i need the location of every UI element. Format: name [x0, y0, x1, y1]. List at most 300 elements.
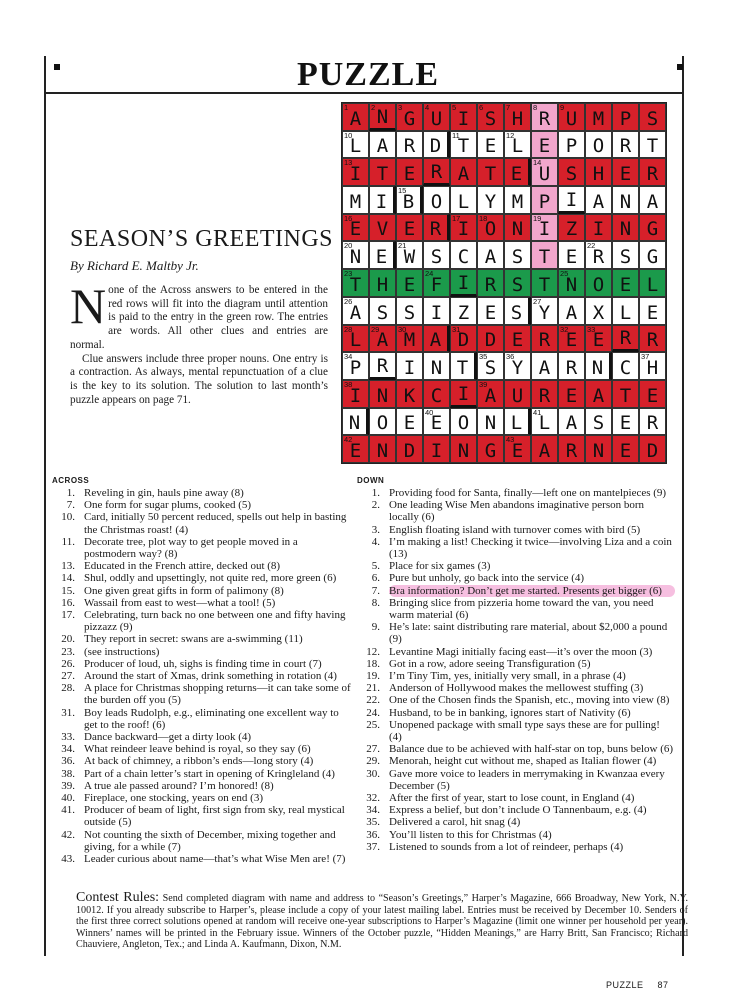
- grid-cell[interactable]: [531, 380, 558, 408]
- grid-cell[interactable]: [396, 380, 423, 408]
- grid-cell[interactable]: [612, 186, 639, 214]
- grid-cell-letter: Y: [538, 301, 551, 324]
- grid-cell[interactable]: [504, 186, 531, 214]
- grid-cell[interactable]: [612, 269, 639, 297]
- grid-cell[interactable]: [369, 352, 396, 380]
- grid-cell-number: 28: [344, 324, 353, 334]
- clue-number: 35.: [366, 816, 380, 829]
- grid-cell[interactable]: [639, 103, 666, 131]
- grid-cell[interactable]: [450, 241, 477, 269]
- grid-cell-letter: Z: [457, 301, 470, 324]
- grid-cell[interactable]: [423, 131, 450, 159]
- grid-cell[interactable]: [531, 131, 558, 159]
- grid-cell-number: 3: [398, 103, 403, 112]
- across-clue: [52, 646, 352, 658]
- down-clue: [357, 499, 675, 523]
- grid-cell[interactable]: [477, 186, 504, 214]
- grid-cell[interactable]: [639, 186, 666, 214]
- down-clue: [357, 816, 675, 828]
- clue-number: 9.: [371, 621, 380, 634]
- grid-cell-number: 36: [506, 352, 515, 362]
- down-clue: [357, 768, 675, 792]
- grid-cell[interactable]: [477, 214, 504, 242]
- grid-cell[interactable]: [531, 325, 558, 353]
- grid-cell-letter: Z: [565, 218, 578, 241]
- grid-cell-letter: S: [403, 301, 416, 324]
- clue-number: 16.: [61, 596, 75, 609]
- grid-cell[interactable]: [531, 352, 558, 380]
- grid-cell[interactable]: [639, 269, 666, 297]
- grid-cell-number: 4: [425, 103, 430, 112]
- grid-cell[interactable]: [369, 380, 396, 408]
- clue-text: Around the start of Xmas, drink something in rotation (4): [84, 670, 337, 683]
- byline: By Richard E. Maltby Jr.: [70, 258, 199, 273]
- grid-cell[interactable]: [504, 297, 531, 325]
- clue-number: 7.: [371, 584, 380, 597]
- grid-cell[interactable]: [423, 435, 450, 463]
- grid-cell[interactable]: [612, 408, 639, 436]
- grid-cell-letter: E: [511, 439, 524, 462]
- grid-cell[interactable]: [342, 380, 369, 408]
- grid-cell[interactable]: [342, 131, 369, 159]
- grid-cell[interactable]: [396, 435, 423, 463]
- grid-cell[interactable]: [450, 435, 477, 463]
- grid-cell[interactable]: [477, 297, 504, 325]
- clue-text: He’s late: saint distributing rare material, about $2,000 a pound (9): [389, 621, 668, 646]
- grid-cell-letter: M: [592, 107, 605, 130]
- grid-cell-letter: Y: [511, 356, 524, 379]
- clue-text: Listened to sounds from a lot of reindeer, perhaps (4): [389, 840, 624, 853]
- clue-number: 6.: [371, 572, 380, 585]
- grid-cell-letter: A: [484, 246, 497, 269]
- grid-cell-letter: E: [538, 135, 551, 158]
- grid-cell[interactable]: [612, 103, 639, 131]
- grid-cell[interactable]: [423, 158, 450, 186]
- clue-text: Reveling in gin, hauls pine away (8): [84, 487, 244, 499]
- grid-cell[interactable]: [639, 214, 666, 242]
- grid-cell-number: 39: [479, 379, 488, 389]
- grid-cell[interactable]: [423, 186, 450, 214]
- grid-cell[interactable]: [558, 214, 585, 242]
- grid-cell[interactable]: [612, 241, 639, 269]
- clue-number: 8.: [371, 596, 380, 609]
- grid-cell[interactable]: [639, 380, 666, 408]
- clue-text: Shul, oddly and upsettingly, not quite red, more green (6): [84, 572, 337, 585]
- grid-cell-letter: H: [376, 273, 389, 296]
- grid-cell[interactable]: [531, 408, 558, 436]
- grid-cell[interactable]: [396, 269, 423, 297]
- grid-cell[interactable]: [558, 408, 585, 436]
- grid-cell[interactable]: [477, 241, 504, 269]
- clue-text: One leading Wise Men abandons imaginative person born locally (6): [389, 499, 645, 524]
- grid-cell[interactable]: [585, 186, 612, 214]
- grid-cell[interactable]: [477, 103, 504, 131]
- clue-text: At back of chimney, a ribbon’s ends—long story (4): [84, 755, 314, 768]
- grid-cell-letter: N: [591, 356, 604, 379]
- grid-cell[interactable]: [477, 408, 504, 436]
- grid-cell[interactable]: [450, 158, 477, 186]
- grid-cell-number: 29: [371, 324, 380, 334]
- down-clue: [357, 524, 675, 536]
- grid-cell-letter: A: [565, 301, 578, 324]
- grid-cell[interactable]: [396, 214, 423, 242]
- grid-cell[interactable]: [504, 241, 531, 269]
- clue-number: 17.: [61, 609, 75, 622]
- grid-cell[interactable]: [558, 131, 585, 159]
- clue-number: 39.: [61, 779, 75, 792]
- grid-cell-letter: E: [565, 384, 578, 407]
- grid-cell[interactable]: [450, 214, 477, 242]
- clue-number: 36.: [366, 828, 380, 841]
- grid-cell-number: 42: [344, 435, 353, 445]
- instructions: [70, 278, 328, 407]
- clue-number: 18.: [366, 657, 380, 670]
- grid-cell[interactable]: [342, 158, 369, 186]
- grid-cell[interactable]: [639, 408, 666, 436]
- grid-cell[interactable]: [585, 435, 612, 463]
- grid-cell[interactable]: [504, 325, 531, 353]
- grid-cell[interactable]: [450, 325, 477, 353]
- grid-cell-letter: O: [430, 190, 443, 213]
- grid-cell[interactable]: [396, 158, 423, 186]
- grid-cell-letter: A: [592, 190, 605, 213]
- clue-text: A place for Christmas shopping returns—it can take some of the burden off you (5): [84, 682, 351, 707]
- grid-cell[interactable]: [369, 131, 396, 159]
- grid-cell[interactable]: [585, 158, 612, 186]
- grid-cell[interactable]: [612, 214, 639, 242]
- grid-cell[interactable]: [504, 269, 531, 297]
- grid-cell[interactable]: [342, 103, 369, 131]
- grid-cell[interactable]: [423, 241, 450, 269]
- grid-cell[interactable]: [639, 131, 666, 159]
- grid-cell[interactable]: [396, 408, 423, 436]
- grid-cell[interactable]: [423, 269, 450, 297]
- down-clue: [357, 719, 675, 743]
- clue-text: English floating island with turnover comes with bird (5): [389, 523, 641, 536]
- grid-cell[interactable]: [504, 408, 531, 436]
- grid-cell[interactable]: [477, 158, 504, 186]
- grid-cell[interactable]: [531, 186, 558, 214]
- grid-cell-number: 17: [452, 213, 461, 223]
- grid-cell[interactable]: [477, 435, 504, 463]
- grid-cell[interactable]: [531, 297, 558, 325]
- across-clue: [52, 731, 352, 743]
- grid-cell[interactable]: [558, 158, 585, 186]
- grid-cell[interactable]: [639, 241, 666, 269]
- clue-text: Place for six games (3): [389, 560, 491, 573]
- grid-cell-letter: D: [403, 439, 416, 462]
- grid-cell[interactable]: [396, 297, 423, 325]
- grid-cell-number: 32: [560, 324, 569, 334]
- grid-cell-letter: S: [565, 163, 578, 186]
- grid-cell-letter: R: [538, 107, 551, 130]
- grid-cell[interactable]: [369, 435, 396, 463]
- grid-cell-letter: E: [619, 163, 632, 186]
- grid-cell[interactable]: [531, 241, 558, 269]
- clue-number: 12.: [366, 645, 380, 658]
- grid-cell[interactable]: [369, 158, 396, 186]
- grid-cell[interactable]: [396, 241, 423, 269]
- grid-cell[interactable]: [342, 186, 369, 214]
- grid-cell[interactable]: [450, 186, 477, 214]
- clue-text: One form for sugar plums, cooked (5): [84, 499, 252, 512]
- grid-cell[interactable]: [504, 103, 531, 131]
- grid-cell-letter: R: [430, 161, 443, 184]
- grid-cell-number: 41: [533, 407, 542, 417]
- grid-cell[interactable]: [585, 352, 612, 380]
- grid-cell[interactable]: [531, 103, 558, 131]
- grid-cell-letter: E: [403, 273, 416, 296]
- grid-cell-letter: E: [619, 439, 632, 462]
- clue-text: Not counting the sixth of December, mixing together and giving, for a while (7): [84, 828, 336, 853]
- grid-cell[interactable]: [612, 158, 639, 186]
- clue-text: I’m Tiny Tim, yes, initially very small, in a phrase (4): [389, 670, 626, 683]
- grid-cell[interactable]: [450, 103, 477, 131]
- grid-cell[interactable]: [639, 325, 666, 353]
- grid-cell[interactable]: [477, 352, 504, 380]
- clue-text: Gave more voice to leaders in merrymaking in Kwanzaa every December (5): [389, 767, 665, 792]
- grid-cell[interactable]: [558, 325, 585, 353]
- grid-cell[interactable]: [612, 131, 639, 159]
- grid-cell[interactable]: [396, 131, 423, 159]
- across-clue: [52, 780, 352, 792]
- clue-number: 20.: [61, 633, 75, 646]
- grid-cell[interactable]: [342, 352, 369, 380]
- grid-cell[interactable]: [558, 241, 585, 269]
- down-clue: [357, 487, 675, 499]
- grid-cell-letter: N: [376, 105, 389, 128]
- grid-cell[interactable]: [450, 408, 477, 436]
- grid-cell-letter: E: [484, 301, 497, 324]
- clue-text: Wassail from east to west—what a tool! (5): [84, 596, 276, 609]
- grid-cell[interactable]: [558, 269, 585, 297]
- grid-cell-number: 20: [344, 241, 353, 251]
- grid-cell[interactable]: [423, 380, 450, 408]
- grid-cell[interactable]: [450, 269, 477, 297]
- grid-cell-letter: M: [349, 190, 362, 213]
- grid-cell[interactable]: [342, 325, 369, 353]
- grid-cell-letter: G: [484, 439, 497, 462]
- grid-cell[interactable]: [504, 214, 531, 242]
- grid-cell[interactable]: [504, 435, 531, 463]
- grid-cell-letter: R: [538, 384, 551, 407]
- grid-cell[interactable]: [558, 186, 585, 214]
- grid-cell-number: 19: [533, 213, 542, 223]
- grid-cell-letter: F: [430, 273, 443, 296]
- grid-cell[interactable]: [396, 325, 423, 353]
- grid-cell[interactable]: [423, 325, 450, 353]
- down-clue: [357, 707, 675, 719]
- grid-cell-letter: P: [538, 190, 551, 213]
- across-clue: [52, 499, 352, 511]
- grid-cell[interactable]: [342, 408, 369, 436]
- grid-cell[interactable]: [342, 435, 369, 463]
- grid-cell[interactable]: [585, 214, 612, 242]
- grid-cell[interactable]: [639, 352, 666, 380]
- clue-number: 30.: [366, 767, 380, 780]
- instructions-paragraph-2: Clue answers include three proper nouns. One entry is a contraction. As always, mental repunctuation of a clue is the key to its solution. The solution to last month’s puzzle appears on page 71.: [70, 352, 328, 406]
- grid-cell-letter: V: [376, 218, 389, 241]
- grid-cell[interactable]: [585, 297, 612, 325]
- grid-cell[interactable]: [531, 269, 558, 297]
- grid-cell-letter: A: [457, 163, 470, 186]
- grid-cell[interactable]: [585, 408, 612, 436]
- grid-cell-letter: S: [511, 246, 524, 269]
- grid-cell-letter: A: [484, 384, 497, 407]
- grid-cell-letter: X: [592, 301, 605, 324]
- grid-cell-letter: L: [511, 135, 524, 158]
- grid-cell[interactable]: [342, 269, 369, 297]
- grid-cell[interactable]: [369, 186, 396, 214]
- across-clue: [52, 682, 352, 706]
- grid-cell-letter: A: [376, 135, 389, 158]
- grid-cell[interactable]: [639, 435, 666, 463]
- grid-cell-letter: T: [349, 273, 362, 296]
- grid-cell-letter: I: [565, 188, 578, 211]
- clue-text: I’m making a list! Checking it twice—involving Liza and a coin (13): [389, 535, 672, 561]
- grid-cell-letter: E: [619, 412, 632, 435]
- grid-cell-letter: N: [348, 412, 361, 435]
- grid-cell[interactable]: [477, 380, 504, 408]
- grid-cell[interactable]: [558, 297, 585, 325]
- grid-cell[interactable]: [369, 408, 396, 436]
- page-title: PUZZLE: [296, 56, 440, 93]
- grid-cell[interactable]: [369, 297, 396, 325]
- grid-cell-letter: A: [538, 356, 551, 379]
- grid-cell-letter: E: [646, 301, 659, 324]
- grid-cell[interactable]: [612, 325, 639, 353]
- grid-cell-letter: R: [619, 327, 632, 350]
- grid-cell[interactable]: [342, 214, 369, 242]
- grid-cell-number: 9: [560, 103, 565, 112]
- clue-number: 26.: [61, 657, 75, 670]
- grid-cell[interactable]: [558, 380, 585, 408]
- grid-cell[interactable]: [369, 269, 396, 297]
- grid-cell[interactable]: [612, 352, 639, 380]
- grid-cell-letter: A: [646, 190, 659, 213]
- grid-cell[interactable]: [612, 380, 639, 408]
- grid-cell[interactable]: [342, 241, 369, 269]
- grid-cell[interactable]: [531, 435, 558, 463]
- grid-cell-letter: D: [429, 135, 442, 158]
- clue-number: 41.: [61, 804, 75, 817]
- grid-cell[interactable]: [396, 186, 423, 214]
- grid-cell[interactable]: [342, 297, 369, 325]
- grid-cell[interactable]: [504, 131, 531, 159]
- grid-cell-letter: T: [538, 273, 551, 296]
- clue-number: 10.: [61, 511, 75, 524]
- puzzle-title: SEASON’S GREETINGS: [70, 226, 334, 252]
- clue-number: 19.: [366, 670, 380, 683]
- grid-cell[interactable]: [531, 158, 558, 186]
- footer-section: PUZZLE: [606, 980, 644, 990]
- grid-cell[interactable]: [585, 131, 612, 159]
- grid-cell[interactable]: [558, 103, 585, 131]
- across-clue: [52, 829, 352, 853]
- clue-text: Bra information? Don’t get me started. Presents get bigger (6): [389, 585, 675, 597]
- grid-cell[interactable]: [369, 103, 396, 131]
- grid-cell-letter: C: [619, 356, 632, 379]
- clue-text: Boy leads Rudolph, e.g., eliminating one excellent way to get to the roof! (6): [84, 706, 339, 731]
- grid-cell[interactable]: [477, 325, 504, 353]
- grid-cell[interactable]: [396, 103, 423, 131]
- down-clues: [357, 487, 675, 853]
- grid-cell-letter: I: [430, 439, 443, 462]
- grid-cell[interactable]: [504, 380, 531, 408]
- grid-cell[interactable]: [423, 214, 450, 242]
- grid-cell[interactable]: [423, 103, 450, 131]
- clue-number: 27.: [366, 743, 380, 756]
- grid-cell-letter: R: [429, 218, 442, 241]
- grid-cell[interactable]: [504, 158, 531, 186]
- grid-cell[interactable]: [450, 380, 477, 408]
- grid-cell[interactable]: [585, 241, 612, 269]
- down-clue: [357, 841, 675, 853]
- grid-cell[interactable]: [369, 325, 396, 353]
- grid-cell[interactable]: [369, 214, 396, 242]
- grid-cell[interactable]: [558, 435, 585, 463]
- grid-cell-letter: D: [646, 439, 659, 462]
- clue-number: 15.: [61, 584, 75, 597]
- grid-cell-letter: U: [565, 107, 578, 130]
- grid-cell[interactable]: [450, 352, 477, 380]
- grid-cell[interactable]: [585, 103, 612, 131]
- clue-text: A true ale passed around? I’m honored! (8): [84, 779, 274, 792]
- grid-cell-letter: N: [511, 218, 524, 241]
- down-clue: [357, 585, 675, 597]
- grid-cell-letter: I: [430, 301, 443, 324]
- grid-cell[interactable]: [531, 214, 558, 242]
- grid-cell[interactable]: [423, 352, 450, 380]
- grid-cell[interactable]: [639, 297, 666, 325]
- grid-cell[interactable]: [450, 297, 477, 325]
- grid-cell[interactable]: [558, 352, 585, 380]
- grid-cell-letter: I: [349, 163, 362, 186]
- grid-cell-number: 11: [452, 130, 460, 140]
- grid-cell-letter: N: [457, 439, 470, 462]
- crossword-grid: [341, 102, 667, 464]
- clue-text: Educated in the French attire, decked out (8): [84, 560, 281, 573]
- grid-cell[interactable]: [369, 241, 396, 269]
- down-clue: [357, 682, 675, 694]
- grid-cell[interactable]: [612, 297, 639, 325]
- grid-cell[interactable]: [396, 352, 423, 380]
- grid-cell[interactable]: [450, 131, 477, 159]
- grid-cell[interactable]: [612, 435, 639, 463]
- down-clue: [357, 804, 675, 816]
- grid-cell[interactable]: [504, 352, 531, 380]
- grid-cell-letter: A: [429, 329, 442, 352]
- grid-cell[interactable]: [477, 131, 504, 159]
- clue-text: They report in secret: swans are a-swimming (11): [84, 633, 303, 646]
- grid-cell[interactable]: [585, 325, 612, 353]
- grid-cell[interactable]: [423, 408, 450, 436]
- grid-cell[interactable]: [585, 380, 612, 408]
- grid-cell[interactable]: [639, 158, 666, 186]
- clue-number: 32.: [366, 792, 380, 805]
- grid-cell[interactable]: [585, 269, 612, 297]
- grid-cell-letter: S: [430, 246, 443, 269]
- grid-cell-letter: L: [510, 412, 523, 435]
- grid-cell-letter: O: [376, 412, 389, 435]
- grid-cell-letter: N: [376, 384, 389, 407]
- down-clue: [357, 560, 675, 572]
- down-heading: DOWN: [357, 476, 385, 485]
- grid-cell[interactable]: [423, 297, 450, 325]
- grid-cell-letter: R: [646, 412, 659, 435]
- grid-cell[interactable]: [477, 269, 504, 297]
- grid-cell-letter: P: [619, 107, 632, 130]
